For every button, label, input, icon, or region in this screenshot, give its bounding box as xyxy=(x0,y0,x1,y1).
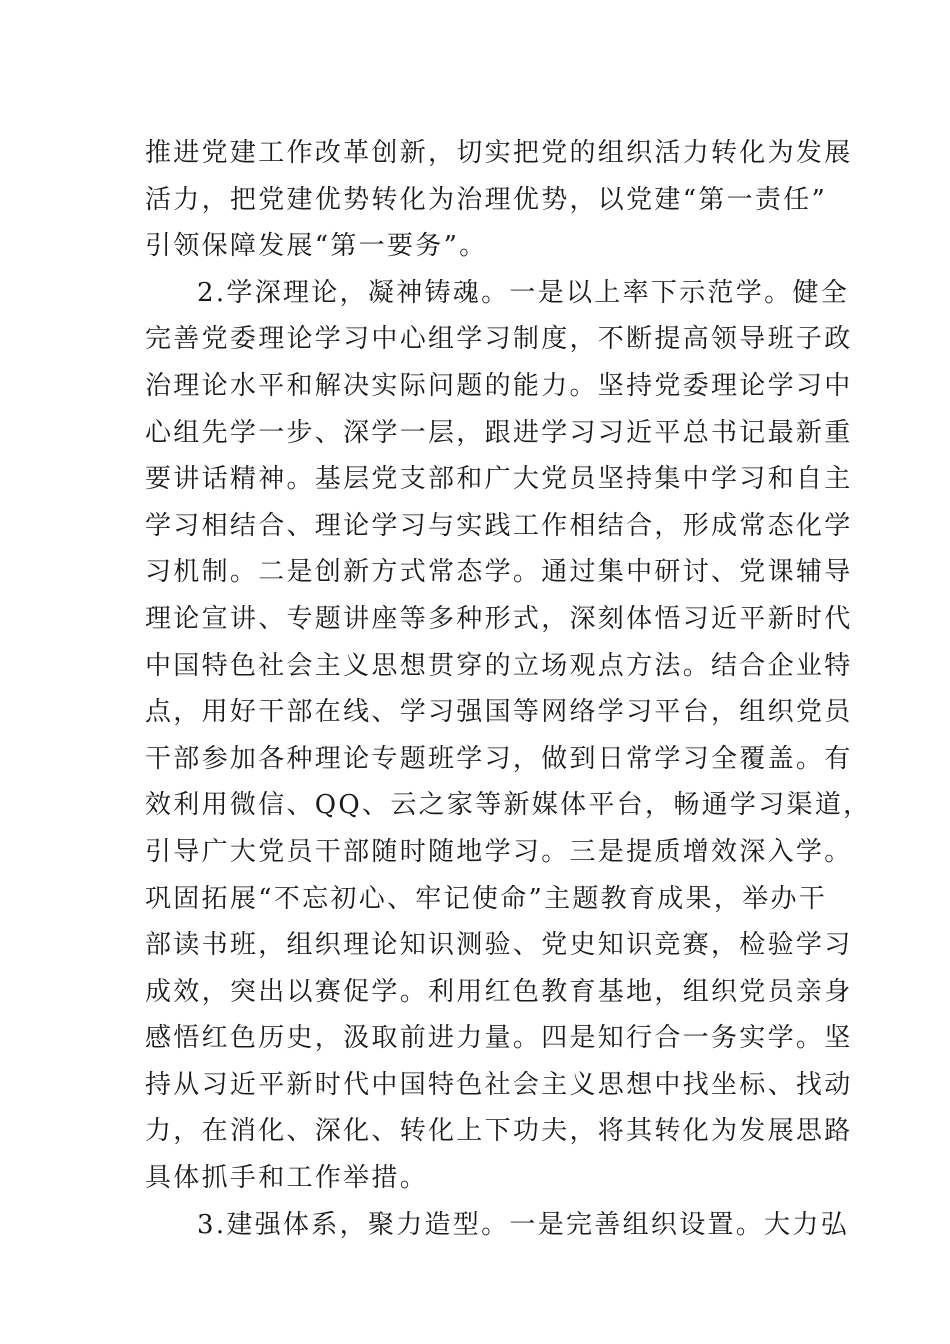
text-line: 引导广大党员干部随时随地学习。三是提质增效深入学。 xyxy=(145,836,853,867)
text-line: 具体抓手和工作举措。 xyxy=(145,1163,429,1194)
text-line: 中国特色社会主义思想贯穿的立场观点方法。结合企业特 xyxy=(145,650,853,681)
text-line: 3.建强体系，聚力造型。一是完善组织设置。大力弘 xyxy=(197,1209,850,1240)
text-line: 要讲话精神。基层党支部和广大党员坚持集中学习和自主 xyxy=(145,464,853,495)
text-line: 心组先学一步、深学一层，跟进学习习近平总书记最新重 xyxy=(145,417,853,448)
text-line: 理论宣讲、专题讲座等多种形式，深刻体悟习近平新时代 xyxy=(145,603,853,634)
text-line: 活力，把党建优势转化为治理优势，以党建“第一责任” xyxy=(145,184,828,215)
text-line: 2.学深理论，凝神铸魂。一是以上率下示范学。健全 xyxy=(197,277,850,308)
text-line: 完善党委理论学习中心组学习制度，不断提高领导班子政 xyxy=(145,324,853,355)
text-line: 巩固拓展“不忘初心、牢记使命”主题教育成果，举办干 xyxy=(145,883,828,914)
paragraph-section-3 xyxy=(145,1202,850,1249)
text-line: 力，在消化、深化、转化上下功夫，将其转化为发展思路 xyxy=(145,1116,853,1147)
text-line: 治理论水平和解决实际问题的能力。坚持党委理论学习中 xyxy=(145,370,853,401)
document-body xyxy=(145,130,872,1248)
text-line: 感悟红色历史，汲取前进力量。四是知行合一务实学。坚 xyxy=(145,1023,853,1054)
paragraph-section-2 xyxy=(145,270,872,1202)
text-line: 学习相结合、理论学习与实践工作相结合，形成常态化学 xyxy=(145,510,853,541)
text-line: 推进党建工作改革创新，切实把党的组织活力转化为发展 xyxy=(145,138,853,168)
text-line: 干部参加各种理论专题班学习，做到日常学习全覆盖。有 xyxy=(145,743,853,774)
text-line: 成效，突出以赛促学。利用红色教育基地，组织党员亲身 xyxy=(145,976,853,1007)
text-line: 引领保障发展“第一要务”。 xyxy=(145,231,488,262)
text-line: 部读书班，组织理论知识测验、党史知识竞赛，检验学习 xyxy=(145,930,853,961)
paragraph-continuation xyxy=(145,130,853,270)
text-line: 习机制。二是创新方式常态学。通过集中研讨、党课辅导 xyxy=(145,557,853,588)
text-line: 效利用微信、QQ、云之家等新媒体平台，畅通学习渠道， xyxy=(145,790,872,821)
text-line: 持从习近平新时代中国特色社会主义思想中找坐标、找动 xyxy=(145,1069,853,1100)
text-line: 点，用好干部在线、学习强国等网络学习平台，组织党员 xyxy=(145,697,853,728)
